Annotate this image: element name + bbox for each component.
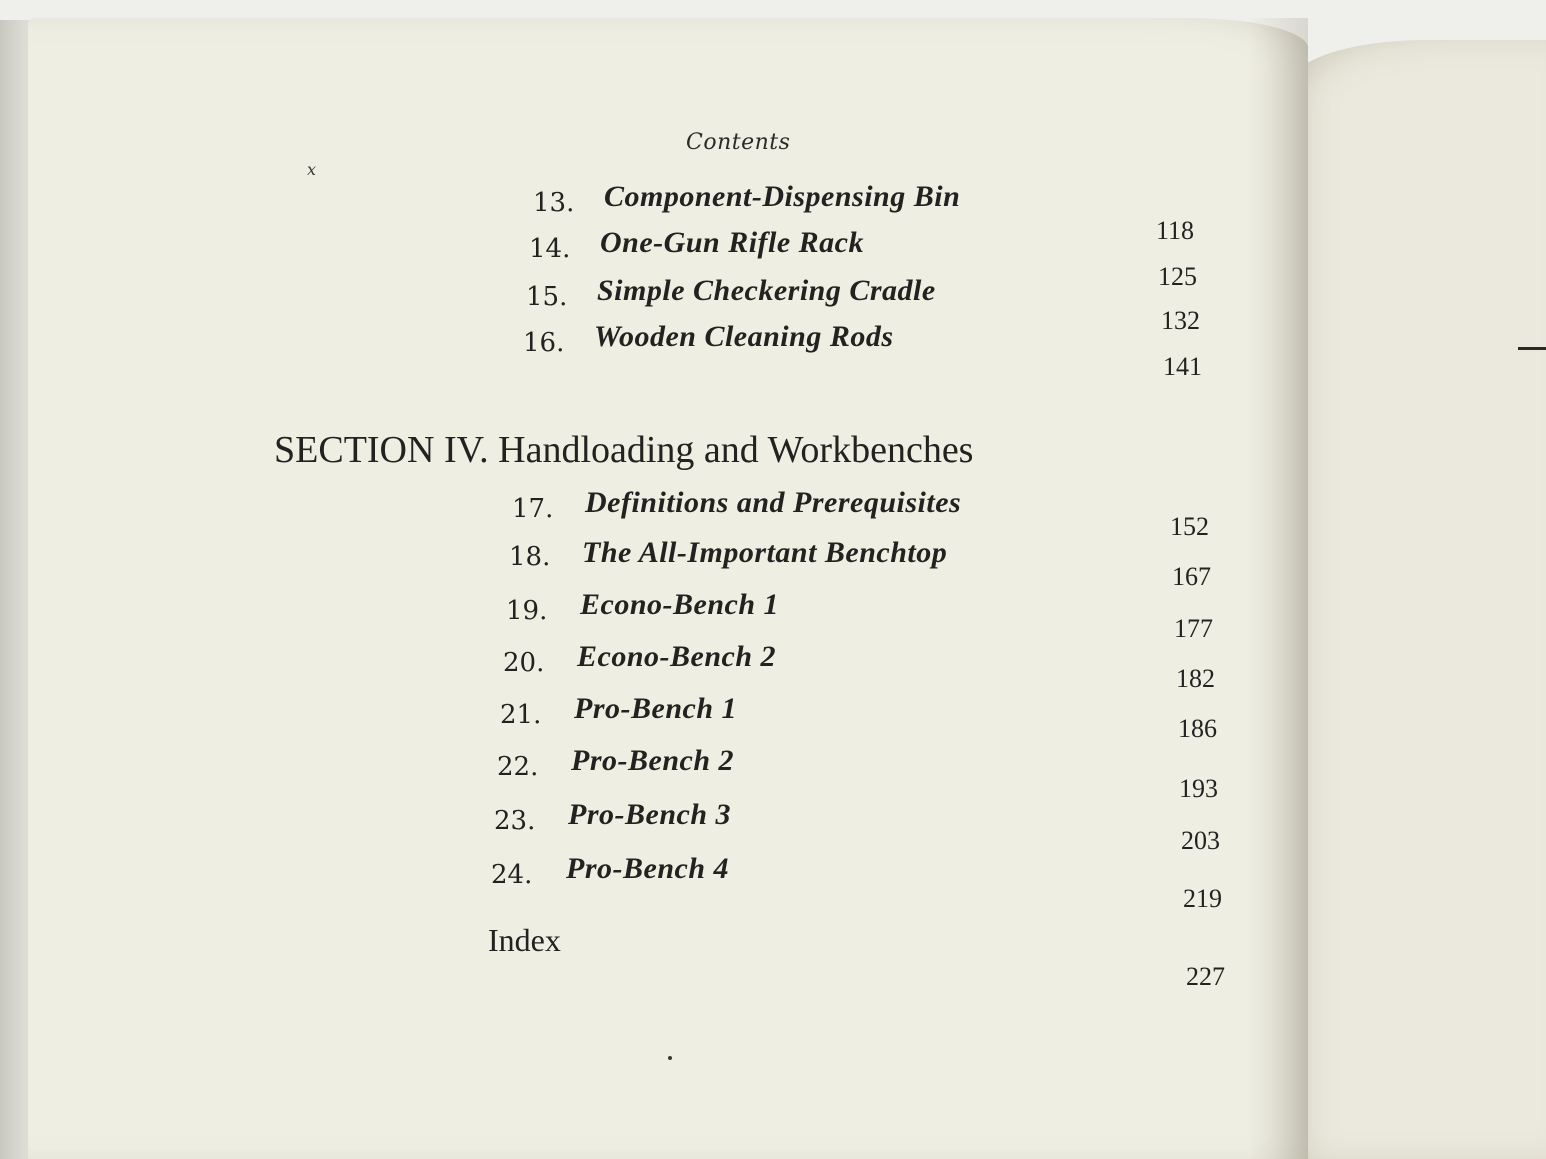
section-heading: SECTION IV. Handloading and Workbenches — [274, 429, 974, 471]
entry-title: Econo-Bench 2 — [577, 640, 777, 673]
entry-page: 167 — [1172, 562, 1211, 591]
ink-speck — [668, 1056, 672, 1060]
entry-page: 186 — [1178, 714, 1217, 743]
entry-number: 21. — [500, 700, 542, 730]
entry-title: Pro-Bench 1 — [574, 692, 737, 725]
entry-number: 24. — [491, 860, 533, 890]
entry-number: 22. — [497, 752, 539, 782]
folio: x — [307, 160, 317, 179]
entry-title: Component-Dispensing Bin — [604, 180, 961, 213]
entry-page: 141 — [1163, 352, 1202, 381]
entry-page: 118 — [1156, 216, 1195, 245]
entry-page: 193 — [1179, 774, 1218, 803]
entry-page: 132 — [1161, 306, 1200, 335]
right-page-mark — [1518, 347, 1546, 350]
entry-page: 182 — [1176, 664, 1215, 693]
entry-title: The All-Important Benchtop — [582, 536, 948, 569]
entry-title: Pro-Bench 2 — [571, 744, 734, 777]
entry-number: 14. — [529, 234, 571, 264]
entry-number: 16. — [523, 328, 565, 358]
entry-page: 203 — [1181, 826, 1220, 855]
entry-number: 17. — [512, 494, 554, 524]
entry-title: One-Gun Rifle Rack — [600, 226, 864, 259]
entry-page: 177 — [1174, 614, 1213, 643]
entry-number: 19. — [506, 596, 548, 626]
entry-number: 20. — [503, 648, 545, 678]
entry-number: 13. — [533, 188, 575, 218]
entry-title: Simple Checkering Cradle — [597, 274, 936, 307]
entry-number: 18. — [509, 542, 551, 572]
index-page: 227 — [1186, 962, 1225, 991]
entry-number: 15. — [526, 282, 568, 312]
entry-title: Pro-Bench 4 — [566, 852, 729, 885]
index-label: Index — [488, 922, 561, 958]
entry-page: 125 — [1158, 262, 1197, 291]
entry-page: 152 — [1170, 512, 1209, 541]
entry-title: Econo-Bench 1 — [580, 588, 780, 621]
entry-number: 23. — [494, 806, 536, 836]
entry-title: Wooden Cleaning Rods — [594, 320, 894, 353]
running-header: Contents — [686, 130, 791, 155]
entry-page: 219 — [1183, 884, 1222, 913]
right-page — [1285, 40, 1546, 1159]
entry-title: Pro-Bench 3 — [568, 798, 731, 831]
entry-title: Definitions and Prerequisites — [585, 486, 962, 519]
